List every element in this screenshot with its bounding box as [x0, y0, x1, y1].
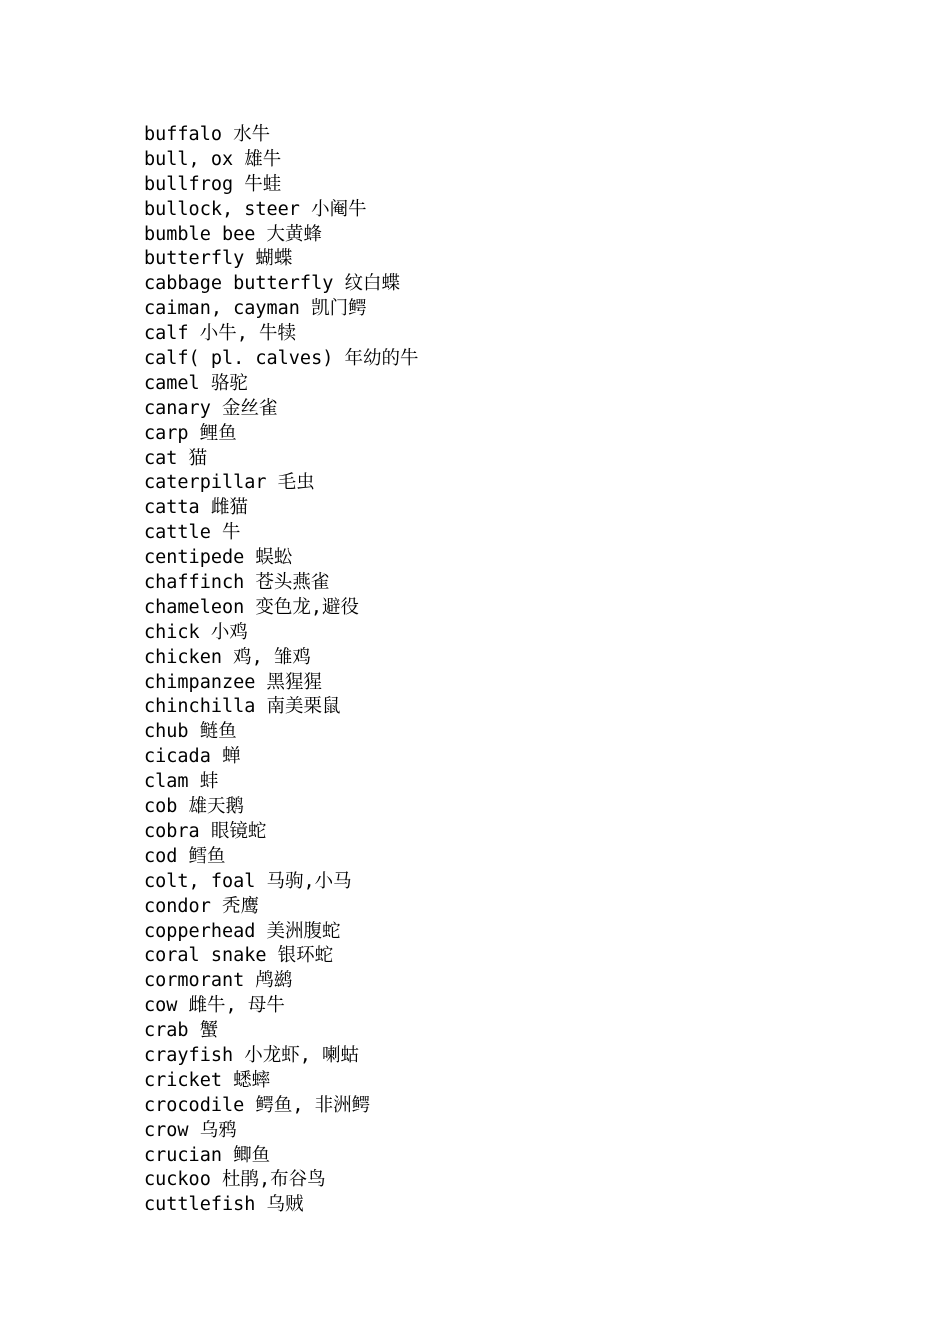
vocab-entry: bullfrog 牛蛙: [144, 173, 282, 195]
vocab-entry: cicada 蝉: [144, 746, 241, 768]
vocab-entry: camel 骆驼: [144, 372, 248, 394]
vocab-entry: cricket 蟋蟀: [144, 1069, 271, 1091]
vocab-entry: chameleon 变色龙,避役: [144, 596, 360, 618]
vocab-entry: calf( pl. calves) 年幼的牛: [144, 348, 419, 370]
vocab-entry: chimpanzee 黑猩猩: [144, 671, 323, 693]
vocab-entry: crab 蟹: [144, 1020, 219, 1042]
vocab-entry: centipede 蜈蚣: [144, 547, 293, 569]
vocab-entry: crayfish 小龙虾, 喇蛄: [144, 1044, 360, 1066]
vocab-entry: canary 金丝雀: [144, 397, 278, 419]
vocab-entry: caiman, cayman 凯门鳄: [144, 298, 367, 320]
vocab-entry: calf 小牛, 牛犊: [144, 323, 296, 345]
vocab-entry: chinchilla 南美栗鼠: [144, 696, 341, 718]
vocab-entry: cattle 牛: [144, 522, 241, 544]
vocab-entry: crocodile 鳄鱼, 非洲鳄: [144, 1094, 371, 1116]
vocab-entry: cuttlefish 乌贼: [144, 1194, 304, 1216]
vocab-entry: cormorant 鸬鹚: [144, 970, 293, 992]
vocab-entry: bull, ox 雄牛: [144, 148, 282, 170]
vocab-entry: cat 猫: [144, 447, 208, 469]
vocab-entry: cobra 眼镜蛇: [144, 820, 267, 842]
vocab-entry: bumble bee 大黄蜂: [144, 223, 323, 245]
vocab-entry: cuckoo 杜鹃,布谷鸟: [144, 1169, 326, 1191]
vocab-entry: chicken 鸡, 雏鸡: [144, 646, 311, 668]
vocabulary-list: [144, 123, 418, 1218]
vocab-entry: chick 小鸡: [144, 621, 248, 643]
vocab-entry: copperhead 美洲腹蛇: [144, 920, 341, 942]
vocab-entry: coral snake 银环蛇: [144, 945, 334, 967]
vocab-entry: clam 蚌: [144, 771, 219, 793]
vocab-entry: carp 鲤鱼: [144, 422, 237, 444]
vocab-entry: caterpillar 毛虫: [144, 472, 315, 494]
vocab-entry: condor 秃鹰: [144, 895, 259, 917]
vocab-entry: catta 雌猫: [144, 497, 248, 519]
vocab-entry: crucian 鲫鱼: [144, 1144, 271, 1166]
vocab-entry: chaffinch 苍头燕雀: [144, 572, 330, 594]
vocab-entry: cow 雌牛, 母牛: [144, 995, 285, 1017]
vocab-entry: colt, foal 马驹,小马: [144, 870, 352, 892]
vocab-entry: cob 雄天鹅: [144, 796, 245, 818]
vocab-entry: chub 鲢鱼: [144, 721, 237, 743]
vocab-entry: cod 鳕鱼: [144, 845, 226, 867]
vocab-entry: buffalo 水牛: [144, 124, 271, 145]
vocab-entry: bullock, steer 小阉牛: [144, 198, 367, 220]
vocab-entry: butterfly 蝴蝶: [144, 248, 293, 270]
vocab-entry: cabbage butterfly 纹白蝶: [144, 273, 400, 295]
vocab-entry: crow 乌鸦: [144, 1119, 237, 1141]
